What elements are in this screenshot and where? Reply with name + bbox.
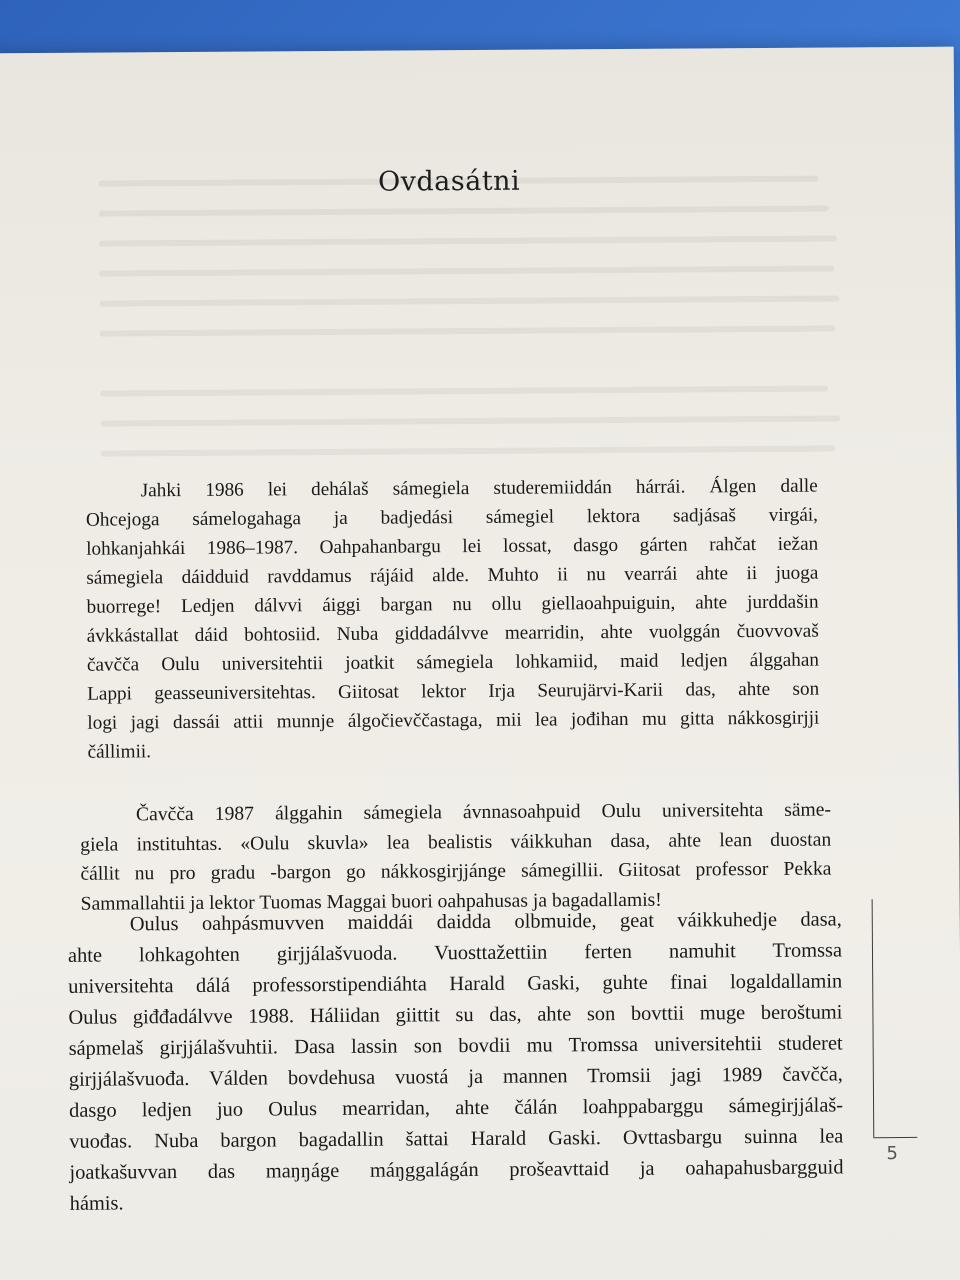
text-line: Lappi geasseuniversitehtas. Giitosat lektor Irja Seurujärvi-Karii das, ahte son (87, 678, 820, 705)
text-line: vuođas. Nuba bargon bagadallin šattai Harald Gaski. Ovttasbargu suinna lea (69, 1125, 844, 1153)
book-page (0, 47, 960, 1280)
page-title: Ovdasátni (377, 165, 521, 198)
text-line: Ohcejoga sámelogahaga ja badjedási sámegiel lektora sadjásaš virgái, (85, 504, 819, 531)
paragraph-3 (68, 904, 844, 1219)
text-line: sápmelaš girjjálašvuhtii. Dasa lassin son bovdii mu Tromssa universitehtii studeret (68, 1032, 843, 1060)
paragraph-2 (80, 796, 832, 919)
text-line: hámis. (69, 1192, 124, 1215)
text-line: Oulus oahpásmuvven maiddái daidda olbmuide, geat váikkuhedje dasa, (129, 908, 842, 936)
text-line: čavčča Oulu universitehtii joatkit sámegiela lohkamiid, maid ledjen álggahan (86, 649, 820, 676)
text-line: lohkanjahkái 1986–1987. Oahpahanbargu lei lossat, dasgo gárten rahčat iežan (86, 533, 819, 560)
text-line: joatkašuvvan das maŋŋáge máŋggalágán prošeavttaid ja oahapahusbargguid (69, 1156, 844, 1184)
show-through-text (99, 235, 837, 246)
show-through-text (100, 415, 840, 426)
text-line: buorrege! Ledjen dálvvi áiggi bargan nu ollu giellaoahpuiguin, ahte jurddašin (86, 591, 819, 618)
text-line: girjjálašvuođa. Válden bovdehusa vuostá ja mannen Tromsii jagi 1989 čavčča, (68, 1063, 843, 1091)
show-through-text (100, 445, 835, 456)
text-line: Čavčča 1987 álggahin sámegiela ávnnasoahpuid Oulu universitehta säme- (135, 799, 832, 826)
text-line: universitehta dálá professorstipendiáhta Harald Gaski, guhte finai logaldallamin (68, 970, 843, 998)
text-line: čállit nu pro gradu -bargon go nákkosgirjjánge sámegillii. Giitosat professor Pekka (80, 858, 832, 885)
show-through-text (100, 325, 836, 336)
show-through-text (99, 265, 834, 276)
show-through-text (99, 206, 829, 217)
margin-rule (873, 1137, 917, 1138)
text-line: ahte lohkagohten girjjálašvuoda. Vuosttažettiin ferten namuhit Tromssa (67, 939, 843, 967)
text-line: sámegiela dáidduid ravddamus rájáid alde. Muhto ii nu vearrái ahte ii juoga (86, 562, 819, 589)
show-through-text (99, 295, 839, 306)
text-line: Sammallahtii ja lektor Tuomas Maggai buori oahpahusas ja bagadallamis! (80, 889, 662, 915)
text-line: ávkkástallat dáid bohtosiid. Nuba giddadálvve mearridin, ahte vuolggán čuovvovaš (86, 620, 819, 647)
text-line: dasgo ledjen juo Oulus mearridan, ahte čálán loahppabarggu sámegirjjálaš- (69, 1094, 844, 1122)
show-through-text (100, 386, 828, 397)
text-line: čállimii. (87, 741, 152, 763)
paragraph-1 (86, 472, 820, 767)
text-line: Jahki 1986 lei dehálaš sámegiela studeremiiddán hárrái. Álgen dalle (140, 475, 818, 502)
margin-rule (872, 899, 875, 1137)
page-number: 5 (886, 1143, 898, 1165)
text-line: giela instituhtas. «Oulu skuvla» lea bealistis váikkuhan dasa, ahte lean duostan (80, 829, 832, 856)
text-line: Oulus giđđadálvve 1988. Háliidan giittit su das, ahte son bovttii muge beroštumi (68, 1001, 843, 1029)
text-line: logi jagi dassái attii munnje álgočievččastaga, mii lea jođihan mu gitta nákkosgirjji (87, 707, 820, 734)
